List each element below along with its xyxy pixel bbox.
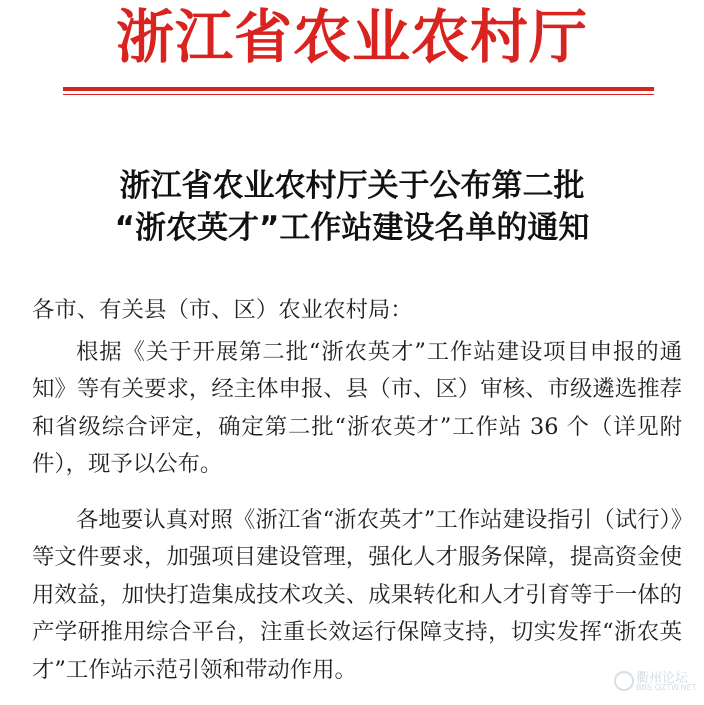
paragraph-1: 根据《关于开展第二批“浙农英才”工作站建设项目申报的通知》等有关要求，经主体申报、县（市、区）审核、市级遴选推荐和省级综合评定，确定第二批“浙农英才”工作站 36 个（详见附件），现予以公布。 (32, 338, 682, 477)
watermark-url: BBS.QZTW.NET (636, 683, 697, 692)
forum-logo-icon (614, 671, 634, 691)
document-title (0, 165, 704, 249)
forum-watermark (614, 667, 698, 695)
document-body (32, 292, 682, 689)
letterhead (0, 0, 704, 80)
salutation: 各市、有关县（市、区）农业农村局： (32, 297, 413, 323)
document-title-line-1: 浙江省农业农村厅关于公布第二批 (119, 168, 585, 204)
letterhead-org-name: 浙江省农业农村厅 (115, 3, 588, 71)
paragraph-2: 各地要认真对照《浙江省“浙农英才”工作站建设指引（试行）》等文件要求，加强项目建设管理，强化人才服务保障，提高资金使用效益，加快打造集成技术攻关、成果转化和人才引育等于一体的产学研推用综合平台，注重长效运行保障支持，切实发挥“浙农英才”工作站示范引领和带动作用。 (32, 506, 682, 683)
watermark-text: 衢州论坛 (636, 671, 689, 686)
document-title-line-2: “浙农英才”工作站建设名单的通知 (114, 210, 590, 246)
letterhead-rule-thick (63, 87, 654, 91)
letterhead-rule-thin (63, 94, 654, 95)
